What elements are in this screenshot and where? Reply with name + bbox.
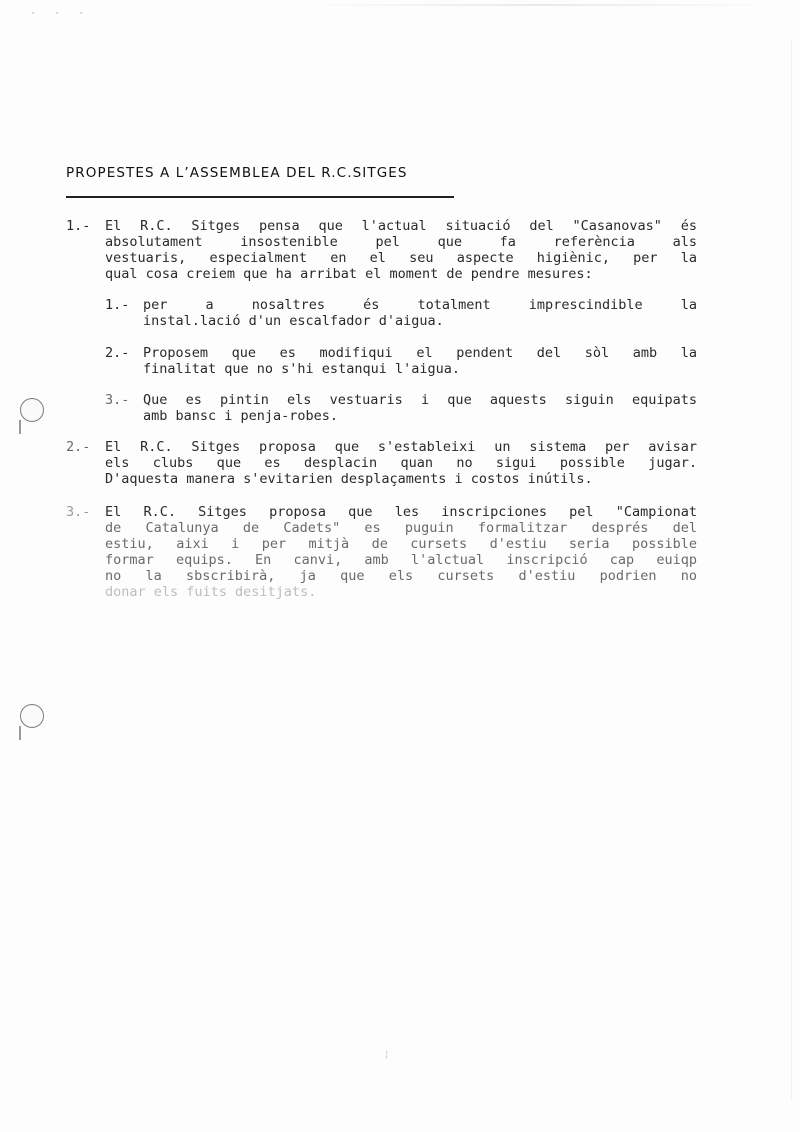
paragraph-line: absolutament insostenible pel que fa referència als — [105, 234, 697, 250]
subitem-number: 2.- — [105, 345, 130, 361]
scan-right-edge — [791, 40, 792, 1100]
paragraph-line: D'aquesta manera s'evitarien desplaçaments i costos inútils. — [105, 471, 593, 487]
scan-specks: · · · — [30, 8, 91, 19]
paragraph-line: El R.C. Sitges proposa que les inscripciones pel "Campionat — [105, 504, 697, 520]
subitem-line: amb bansc i penja-robes. — [143, 408, 339, 424]
subitem-line: Que es pintin els vestuaris i que aquests siguin equipats — [143, 392, 697, 408]
paragraph-line: qual cosa creiem que ha arribat el moment de pendre mesures: — [105, 266, 593, 282]
subitem-number: 1.- — [105, 297, 130, 313]
punch-hole-mark — [19, 420, 21, 434]
paragraph-line: estiu, aixi i per mitjà de cursets d'estiu seria possible — [105, 536, 697, 552]
item-number: 1.- — [66, 218, 91, 234]
paragraph-line: vestuaris, especialment en el seu aspecte higiènic, per la — [105, 250, 697, 266]
paragraph-line: de Catalunya de Cadets" es puguin formalitzar després del — [105, 520, 697, 536]
scan-speck: ¦ — [384, 1050, 390, 1060]
punch-hole-mark — [19, 726, 21, 740]
paragraph-line: donar els fuits desitjats. — [105, 584, 317, 600]
punch-hole-icon — [20, 398, 44, 422]
punch-hole-icon — [20, 704, 44, 728]
title-underline — [66, 196, 454, 198]
paragraph-line: no la sbscribirà, ja que els cursets d'estiu podrien no — [105, 568, 697, 584]
subitem-line: instal.lació d'un escalfador d'aigua. — [143, 313, 444, 329]
paragraph-line: El R.C. Sitges proposa que s'estableixi un sistema per avisar — [105, 439, 697, 455]
subitem-line: per a nosaltres és totalment imprescindible la — [143, 297, 697, 313]
subitem-number: 3.- — [105, 392, 130, 408]
item-number: 2.- — [66, 439, 91, 455]
subitem-line: finalitat que no s'hi estanqui l'aigua. — [143, 361, 460, 377]
item-number: 3.- — [66, 504, 91, 520]
document-title: PROPESTES A L’ASSEMBLEA DEL R.C.SITGES — [66, 165, 408, 181]
scan-top-edge — [300, 4, 780, 6]
subitem-line: Proposem que es modifiqui el pendent del sòl amb la — [143, 345, 697, 361]
paragraph-line: El R.C. Sitges pensa que l'actual situació del "Casanovas" és — [105, 218, 697, 234]
paragraph-line: formar equips. En canvi, amb l'alctual inscripció cap euiqp — [105, 552, 697, 568]
paragraph-line: els clubs que es desplacin quan no sigui possible jugar. — [105, 455, 697, 471]
